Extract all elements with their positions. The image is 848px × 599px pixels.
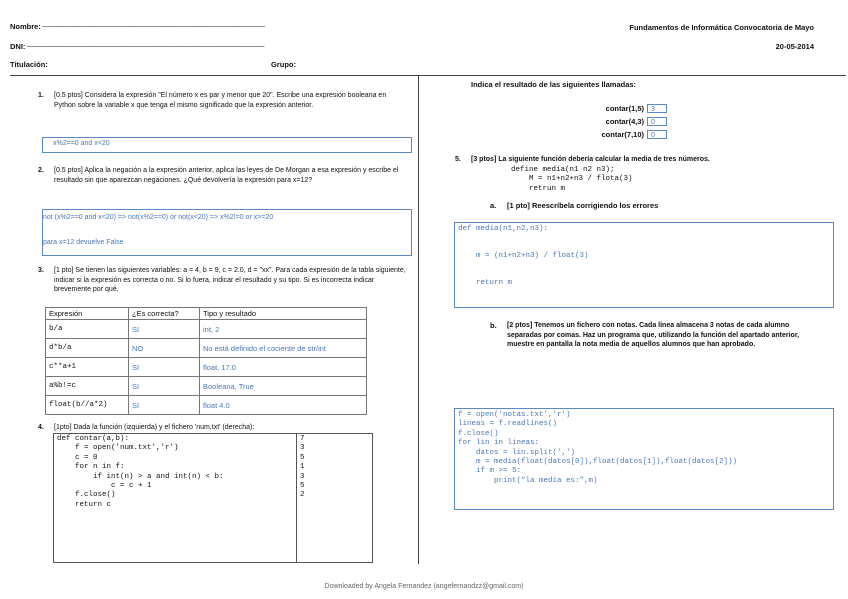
question-5-number: 5.	[455, 156, 461, 163]
code-line: retrun m	[511, 184, 566, 193]
code-line: return m	[458, 279, 513, 287]
dni-label: DNI:	[10, 42, 26, 51]
code-line: for lin in lineas:	[458, 439, 540, 448]
call-label: contar(1,5)	[605, 104, 644, 113]
correct-cell[interactable]: SI	[129, 358, 200, 377]
question-4-text: [1pto] Dada la función (izquierda) y el fichero 'num.txt' (derecha):	[54, 424, 255, 431]
code-line: M = n1+n2+n3 / flota(3)	[511, 175, 633, 184]
code-line: m = (n1+n2+n3) / float(3)	[458, 252, 589, 260]
table-row	[46, 377, 367, 396]
file-line: 5	[300, 482, 305, 491]
answer-2-box[interactable]	[42, 209, 412, 256]
code-line: f.close()	[458, 429, 499, 438]
code-line: c = c + 1	[57, 482, 152, 491]
exam-date: 20-05-2014	[775, 42, 814, 51]
correct-cell[interactable]: SI	[129, 377, 200, 396]
question-2-number: 2.	[38, 167, 44, 174]
code-line: print(“la media es:”,m)	[458, 476, 598, 485]
answer-5a-code	[458, 225, 589, 288]
table-row	[46, 320, 367, 339]
call-result-box[interactable]: 0	[647, 130, 667, 139]
num-file-contents	[297, 434, 373, 563]
code-line: m = media(float(datos[0]),float(datos[1]),float(datos[2]))	[458, 458, 738, 467]
correct-cell[interactable]: SI	[129, 396, 200, 415]
correct-cell[interactable]: NO	[129, 339, 200, 358]
question-5	[455, 155, 835, 165]
result-cell[interactable]: float, 17.0	[200, 358, 367, 377]
result-cell[interactable]: float 4.0	[200, 396, 367, 415]
header-expression: Expresión	[46, 308, 129, 320]
titulacion-label: Titulación:	[10, 60, 48, 69]
code-line: define media(n1 n2 n3);	[511, 166, 615, 174]
header-result: Tipo y resultado	[200, 308, 367, 320]
code-line: return c	[57, 500, 112, 509]
code-line	[458, 261, 589, 270]
code-line: datos = lin.split(',')	[458, 448, 576, 457]
call-label: contar(7,10)	[601, 130, 644, 139]
part-b-text: [2 ptos] Tenemos un fichero con notas. Cada línea almacena 3 notas de cada alumno separadas por comas. Haz un programa que, utilizando la función del apartado anterior, muestre en pantalla la nota media de aquellos alumnos que han aprobado.	[507, 322, 800, 348]
question-3	[38, 266, 408, 295]
answer-2-line-1: not (x%2==0 and x<20) => not(x%2==0) or not(x<20) => x%2!=0 or x>=20	[43, 214, 274, 221]
code-line: for n in f:	[57, 463, 125, 472]
result-cell[interactable]: No está definido el cociente de str/int	[200, 339, 367, 358]
part-b-label: b.	[490, 321, 497, 330]
expression-cell: b/a	[46, 320, 129, 339]
code-line: if m >= 5:	[458, 467, 522, 476]
file-line: 5	[300, 453, 305, 462]
question-3-number: 3.	[38, 267, 44, 274]
result-cell[interactable]: int, 2	[200, 320, 367, 339]
file-line: 3	[300, 444, 305, 453]
code-line: f.close()	[57, 491, 116, 500]
question-1-text: [0.5 ptos] Considera la expresión "El número x es par y menor que 20". Escribe una expresión booleana en Python sobre la variable x que tenga el mismo significado que la expresión anterior.	[54, 92, 387, 109]
table-header-row	[46, 308, 367, 320]
result-cell[interactable]: Booleana, True	[200, 377, 367, 396]
table-row	[46, 358, 367, 377]
answer-5b-box[interactable]	[454, 408, 834, 510]
part-a-label: a.	[490, 201, 497, 210]
question-1-number: 1.	[38, 92, 44, 99]
download-footer: Downloaded by Angela Fernandez (angefernandzz@gmail.com)	[324, 583, 524, 590]
media-buggy-code	[511, 166, 633, 194]
code-line: f = open('num.txt','r')	[57, 444, 179, 453]
question-4	[38, 423, 408, 433]
code-line: f = open('notas.txt','r')	[458, 411, 571, 419]
dni-line: __________________________________________________________________	[27, 40, 265, 47]
code-line: def contar(a,b):	[57, 435, 130, 443]
call-label: contar(4,3)	[605, 117, 644, 126]
file-line: 2	[300, 491, 305, 500]
expression-cell: d*b/a	[46, 339, 129, 358]
call-result-box[interactable]: 3	[647, 104, 667, 113]
file-line: 3	[300, 472, 305, 481]
code-line: lineas = f.readlines()	[458, 420, 558, 429]
header-divider	[10, 75, 846, 76]
answer-1-box[interactable]	[42, 137, 412, 153]
question-2	[38, 166, 408, 185]
question-3-text: [1 pto] Se tienen las siguientes variables: a = 4, b = 9, c = 2.0, d = "xx". Para cada expresión de la tabla siguiente, indicar si la expresión es correcta o no. Si lo fuera, indicar el resultado y su tipo. Si es incorrecta indicar brevemente por qué.	[54, 267, 406, 293]
answer-1-text: x%2==0 and x<20	[53, 140, 110, 147]
column-divider	[418, 76, 419, 564]
file-line: 1	[300, 463, 305, 472]
course-title: Fundamentos de Informática Convocatoria de Mayo	[629, 23, 814, 32]
question-1	[38, 91, 408, 110]
code-line	[458, 234, 589, 243]
calls-instruction: Indica el resultado de las siguientes llamadas:	[471, 80, 637, 89]
answer-5b-code	[458, 411, 737, 486]
answer-2-line-2: para x=12 devuelve False	[43, 239, 124, 246]
question-4-number: 4.	[38, 424, 44, 431]
expressions-table	[45, 307, 367, 415]
contar-code	[54, 434, 297, 563]
question-5-text: [3 ptos] La siguiente función debería calcular la media de tres números.	[471, 156, 710, 163]
expression-cell: a%b!=c	[46, 377, 129, 396]
code-line: def media(n1,n2,n3):	[458, 225, 549, 233]
correct-cell[interactable]: SI	[129, 320, 200, 339]
expression-cell: c**a+1	[46, 358, 129, 377]
name-line: ______________________________________________________________	[42, 20, 265, 27]
code-line: c = 0	[57, 453, 98, 462]
code-line: if int(n) > a and int(n) < b:	[57, 472, 224, 481]
question-2-text: [0.5 ptos] Aplica la negación a la expresión anterior, aplica las leyes de De Morgan a esa expresión y escribe el resultado sin que aparezcan negaciones. ¿Qué devolvería la expresión para x=12?	[54, 167, 399, 184]
file-line: 7	[300, 435, 305, 443]
table-row	[46, 339, 367, 358]
call-result-box[interactable]: 0	[647, 117, 667, 126]
grupo-label: Grupo:	[271, 60, 296, 69]
contar-code-table	[53, 433, 373, 563]
expression-cell: float(b//a*2)	[46, 396, 129, 415]
answer-5a-box[interactable]	[454, 222, 834, 308]
header-correct: ¿Es correcta?	[129, 308, 200, 320]
name-label: Nombre:	[10, 22, 41, 31]
table-row	[46, 396, 367, 415]
part-a-text: [1 pto] Reescríbela corrigiendo los errores	[507, 201, 659, 210]
